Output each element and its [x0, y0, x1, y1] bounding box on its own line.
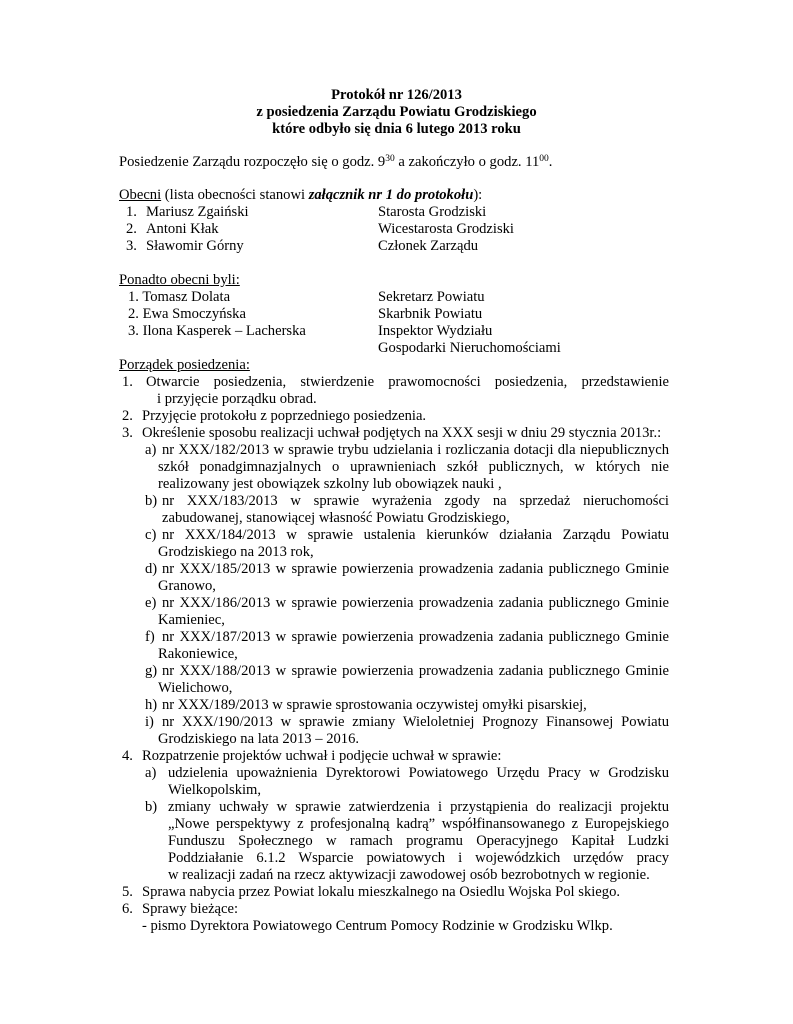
- present-note-attachment: załącznik nr 1 do protokołu: [308, 187, 474, 203]
- agenda-subitem-text: nr XXX/184/2013 w sprawie ustalenia kierunków działania Zarządu Powiatu: [162, 527, 669, 543]
- guest-name: 3. Ilona Kasperek – Lacherska: [128, 323, 306, 339]
- member-num: 1.: [126, 204, 137, 220]
- agenda-subitem-text: nr XXX/186/2013 w sprawie powierzenia prowadzenia zadania publicznego Gminie: [162, 595, 669, 611]
- agenda-subitem-letter: i): [145, 714, 154, 730]
- session-start-text: Posiedzenie Zarządu rozpoczęło się o godz. 9: [119, 154, 386, 170]
- agenda-item-number: 6.: [122, 901, 133, 917]
- agenda-item-text: Sprawy bieżące:: [142, 901, 239, 917]
- member-num: 2.: [126, 221, 137, 237]
- agenda-subitem-text: „Nowe perspektywy z profesjonalną kadrą” współfinansowanego z Europejskiego: [168, 816, 669, 832]
- agenda-subitem-text: Wielichowo,: [158, 680, 233, 696]
- agenda-subitem-text: nr XXX/183/2013 w sprawie wyrażenia zgody na sprzedaż nieruchomości: [162, 493, 669, 509]
- guest-name: 2. Ewa Smoczyńska: [128, 306, 246, 322]
- agenda-subitem-text: nr XXX/190/2013 w sprawie zmiany Wieloletniej Prognozy Finansowej Powiatu: [162, 714, 669, 730]
- present-note-pre: (lista obecności stanowi: [161, 187, 309, 203]
- agenda-subitem-text: Kamieniec,: [158, 612, 225, 628]
- agenda-subitem-text: realizowany jest obowiązek szkolny lub obowiązek nauki ,: [158, 476, 502, 492]
- agenda-item-number: 5.: [122, 884, 133, 900]
- agenda-item-number: 2.: [122, 408, 133, 424]
- agenda-subitem-letter: a): [145, 765, 157, 781]
- agenda-subitem-text: nr XXX/185/2013 w sprawie powierzenia prowadzenia zadania publicznego Gminie: [162, 561, 669, 577]
- agenda-item-text: Rozpatrzenie projektów uchwał i podjęcie uchwał w sprawie:: [142, 748, 502, 764]
- agenda-subitem-text: nr XXX/188/2013 w sprawie powierzenia prowadzenia zadania publicznego Gminie: [162, 663, 669, 679]
- agenda-item-text: Sprawa nabycia przez Powiat lokalu mieszkalnego na Osiedlu Wojska Pol skiego.: [142, 884, 621, 900]
- agenda-subitem-text: Funduszu Społecznego w ramach programu Operacyjnego Kapitał Ludzki: [168, 833, 669, 849]
- agenda-subitem-letter: f): [145, 629, 155, 645]
- also-present-heading: Ponadto obecni byli:: [119, 272, 240, 288]
- present-heading: [119, 187, 482, 204]
- agenda-subitem-text: w realizacji zadań na rzecz aktywizacji zawodowej osób bezrobotnych w regionie.: [168, 867, 650, 883]
- member-name: Antoni Kłak: [146, 221, 219, 237]
- guest-role: Inspektor Wydziału: [378, 323, 493, 339]
- agenda-subitem-text: Rakoniewice,: [158, 646, 238, 662]
- member-role: Starosta Grodziski: [378, 204, 487, 220]
- agenda-subitem-letter: c): [145, 527, 157, 543]
- protocol-date-line: które odbyło się dnia 6 lutego 2013 roku: [272, 121, 521, 137]
- agenda-subitem-text: Wielkopolskim,: [168, 782, 262, 798]
- agenda-item-text: Określenie sposobu realizacji uchwał podjętych na XXX sesji w dniu 29 stycznia 2013r.:: [142, 425, 662, 441]
- agenda-item-text: Przyjęcie protokołu z poprzedniego posiedzenia.: [142, 408, 427, 424]
- present-note-post: ):: [473, 187, 483, 203]
- agenda-subitem-text: udzielenia upoważnienia Dyrektorowi Powiatowego Urzędu Pracy w Grodzisku: [168, 765, 669, 781]
- agenda-subitem-text: Granowo,: [158, 578, 216, 594]
- agenda-item-text: i przyjęcie porządku obrad.: [157, 391, 317, 407]
- agenda-item-number: 1.: [122, 374, 133, 390]
- agenda-subitem-text: Poddziałanie 6.1.2 Wsparcie powiatowych i wojewódzkich urzędów pracy: [168, 850, 669, 866]
- guest-role-continued: Gospodarki Nieruchomościami: [378, 340, 561, 356]
- session-end-text: a zakończyło o godz. 11: [394, 154, 540, 170]
- agenda-item-text: Otwarcie posiedzenia, stwierdzenie prawomocności posiedzenia, przedstawienie: [146, 374, 669, 390]
- agenda-subitem-letter: b): [145, 493, 158, 509]
- agenda-item-number: 4.: [122, 748, 133, 764]
- agenda-subitem-text: Grodziskiego na 2013 rok,: [158, 544, 314, 560]
- agenda-subitem-text: Grodziskiego na lata 2013 – 2016.: [158, 731, 360, 747]
- session-end-punct: .: [548, 154, 553, 170]
- agenda-subitem-text: nr XXX/182/2013 w sprawie trybu udzielania i rozliczania dotacji dla niepublicznych: [162, 442, 669, 458]
- member-num: 3.: [126, 238, 137, 254]
- agenda-item-text: - pismo Dyrektora Powiatowego Centrum Pomocy Rodzinie w Grodzisku Wlkp.: [142, 918, 613, 934]
- agenda-subitem-text: szkół ponadgimnazjalnych o uprawnieniach szkół publicznych, w których nie: [158, 459, 669, 475]
- agenda-subitem-text: nr XXX/189/2013 w sprawie sprostowania oczywistej omyłki pisarskiej,: [162, 697, 587, 713]
- agenda-item-number: 3.: [122, 425, 133, 441]
- agenda-subitem-letter: d): [145, 561, 158, 577]
- agenda-subitem-text: nr XXX/187/2013 w sprawie powierzenia prowadzenia zadania publicznego Gminie: [162, 629, 669, 645]
- guest-role: Skarbnik Powiatu: [378, 306, 483, 322]
- session-times: [119, 154, 552, 171]
- agenda-subitem-letter: b): [145, 799, 158, 815]
- protocol-subtitle: z posiedzenia Zarządu Powiatu Grodziskiego: [256, 104, 537, 120]
- agenda-subitem-letter: a): [145, 442, 157, 458]
- agenda-heading: Porządek posiedzenia:: [119, 357, 250, 373]
- guest-name: 1. Tomasz Dolata: [128, 289, 231, 305]
- protocol-title: Protokół nr 126/2013: [331, 87, 462, 103]
- session-end-minutes: 00: [539, 154, 549, 164]
- agenda-subitem-text: zabudowanej, stanowiącej własność Powiatu Grodziskiego,: [162, 510, 510, 526]
- guest-role: Sekretarz Powiatu: [378, 289, 485, 305]
- member-name: Mariusz Zgaiński: [146, 204, 249, 220]
- agenda-subitem-text: zmiany uchwały w sprawie zatwierdzenia i przystąpienia do realizacji projektu: [168, 799, 669, 815]
- agenda-subitem-letter: h): [145, 697, 158, 713]
- agenda-subitem-letter: g): [145, 663, 158, 679]
- member-role: Członek Zarządu: [378, 238, 479, 254]
- member-name: Sławomir Górny: [146, 238, 244, 254]
- agenda-subitem-letter: e): [145, 595, 157, 611]
- session-start-minutes: 30: [385, 154, 395, 164]
- present-label: Obecni: [119, 187, 162, 203]
- member-role: Wicestarosta Grodziski: [378, 221, 514, 237]
